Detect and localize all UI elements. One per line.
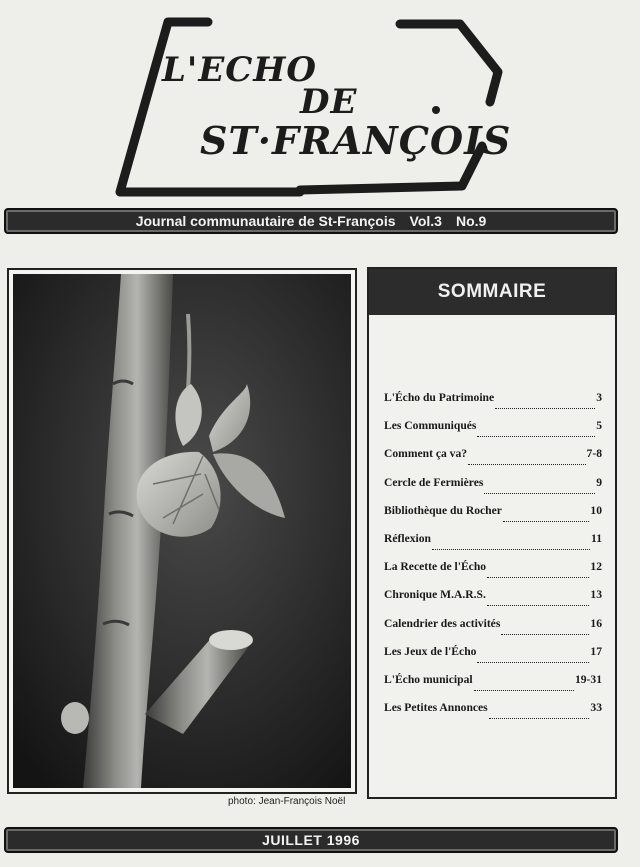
toc-item-title: Cercle de Fermières (384, 475, 484, 489)
toc-item-page: 19-31 (574, 672, 602, 686)
toc-item-title: Les Communiqués (384, 419, 477, 433)
toc-item-page: 12 (590, 560, 602, 574)
toc-item-title: Chronique M.A.R.S. (384, 588, 486, 602)
toc-item-title: Bibliothèque du Rocher (384, 503, 502, 517)
toc-leader-dots (468, 455, 585, 465)
toc-item-reflexion[interactable] (384, 532, 602, 560)
toc-leader-dots (474, 681, 574, 691)
masthead-title-line1: L'ECHO (162, 50, 318, 90)
date-bar (4, 827, 618, 853)
photo-credit: photo: Jean-François Noël (228, 796, 346, 807)
toc-leader-dots (477, 427, 595, 437)
toc-item-page: 9 (596, 475, 602, 489)
issue-number: No.9 (455, 213, 487, 229)
table-of-contents (367, 267, 617, 799)
toc-item-page: 33 (590, 701, 602, 715)
toc-item-page: 3 (596, 391, 602, 404)
toc-item-page: 17 (590, 644, 602, 658)
masthead-title-line3: ST·FRANÇOIS (200, 118, 512, 163)
volume-label: Vol.3 (409, 213, 442, 229)
toc-item-title: L'Écho du Patrimoine (384, 391, 495, 404)
issue-date: JUILLET 1996 (262, 832, 360, 848)
toc-item-page: 10 (590, 503, 602, 517)
toc-item-title: Comment ça va? (384, 447, 468, 461)
toc-leader-dots (489, 709, 590, 719)
toc-item-calendrier[interactable] (384, 617, 602, 645)
toc-item-title: La Recette de l'Écho (384, 560, 487, 574)
toc-leader-dots (495, 399, 595, 409)
toc-item-title: Calendrier des activités (384, 616, 501, 630)
toc-leader-dots (501, 625, 589, 635)
toc-item-municipal[interactable] (384, 673, 602, 701)
masthead (110, 14, 512, 199)
toc-leader-dots (484, 484, 595, 494)
toc-item-page: 7-8 (586, 447, 602, 461)
subtitle-bar (4, 208, 618, 234)
toc-item-petites-annonces[interactable] (384, 701, 602, 729)
toc-leader-dots (477, 653, 589, 663)
toc-item-comment-ca-va[interactable] (384, 447, 602, 475)
toc-leader-dots (487, 596, 590, 606)
tree-branch-photo-illustration (13, 274, 351, 788)
toc-leader-dots (432, 540, 590, 550)
toc-item-bibliotheque[interactable] (384, 504, 602, 532)
toc-item-chronique-mars[interactable] (384, 588, 602, 616)
toc-item-title: Réflexion (384, 531, 432, 545)
toc-item-page: 16 (590, 616, 602, 630)
toc-item-title: Les Petites Annonces (384, 701, 488, 715)
toc-title: SOMMAIRE (369, 269, 615, 315)
cover-photo (7, 268, 357, 794)
toc-item-patrimoine[interactable] (384, 391, 602, 419)
toc-item-recette[interactable] (384, 560, 602, 588)
toc-item-communiques[interactable] (384, 419, 602, 447)
toc-item-jeux[interactable] (384, 645, 602, 673)
toc-item-fermieres[interactable] (384, 476, 602, 504)
journal-description: Journal communautaire de St-François (135, 213, 396, 229)
toc-leader-dots (487, 568, 589, 578)
toc-item-page: 11 (591, 531, 602, 545)
toc-item-title: L'Écho municipal (384, 672, 473, 686)
toc-item-page: 13 (590, 588, 602, 602)
toc-item-title: Les Jeux de l'Écho (384, 644, 477, 658)
toc-list (384, 391, 602, 729)
masthead-title-line2: DE (300, 82, 358, 122)
toc-item-page: 5 (596, 419, 602, 433)
toc-leader-dots (503, 512, 590, 522)
